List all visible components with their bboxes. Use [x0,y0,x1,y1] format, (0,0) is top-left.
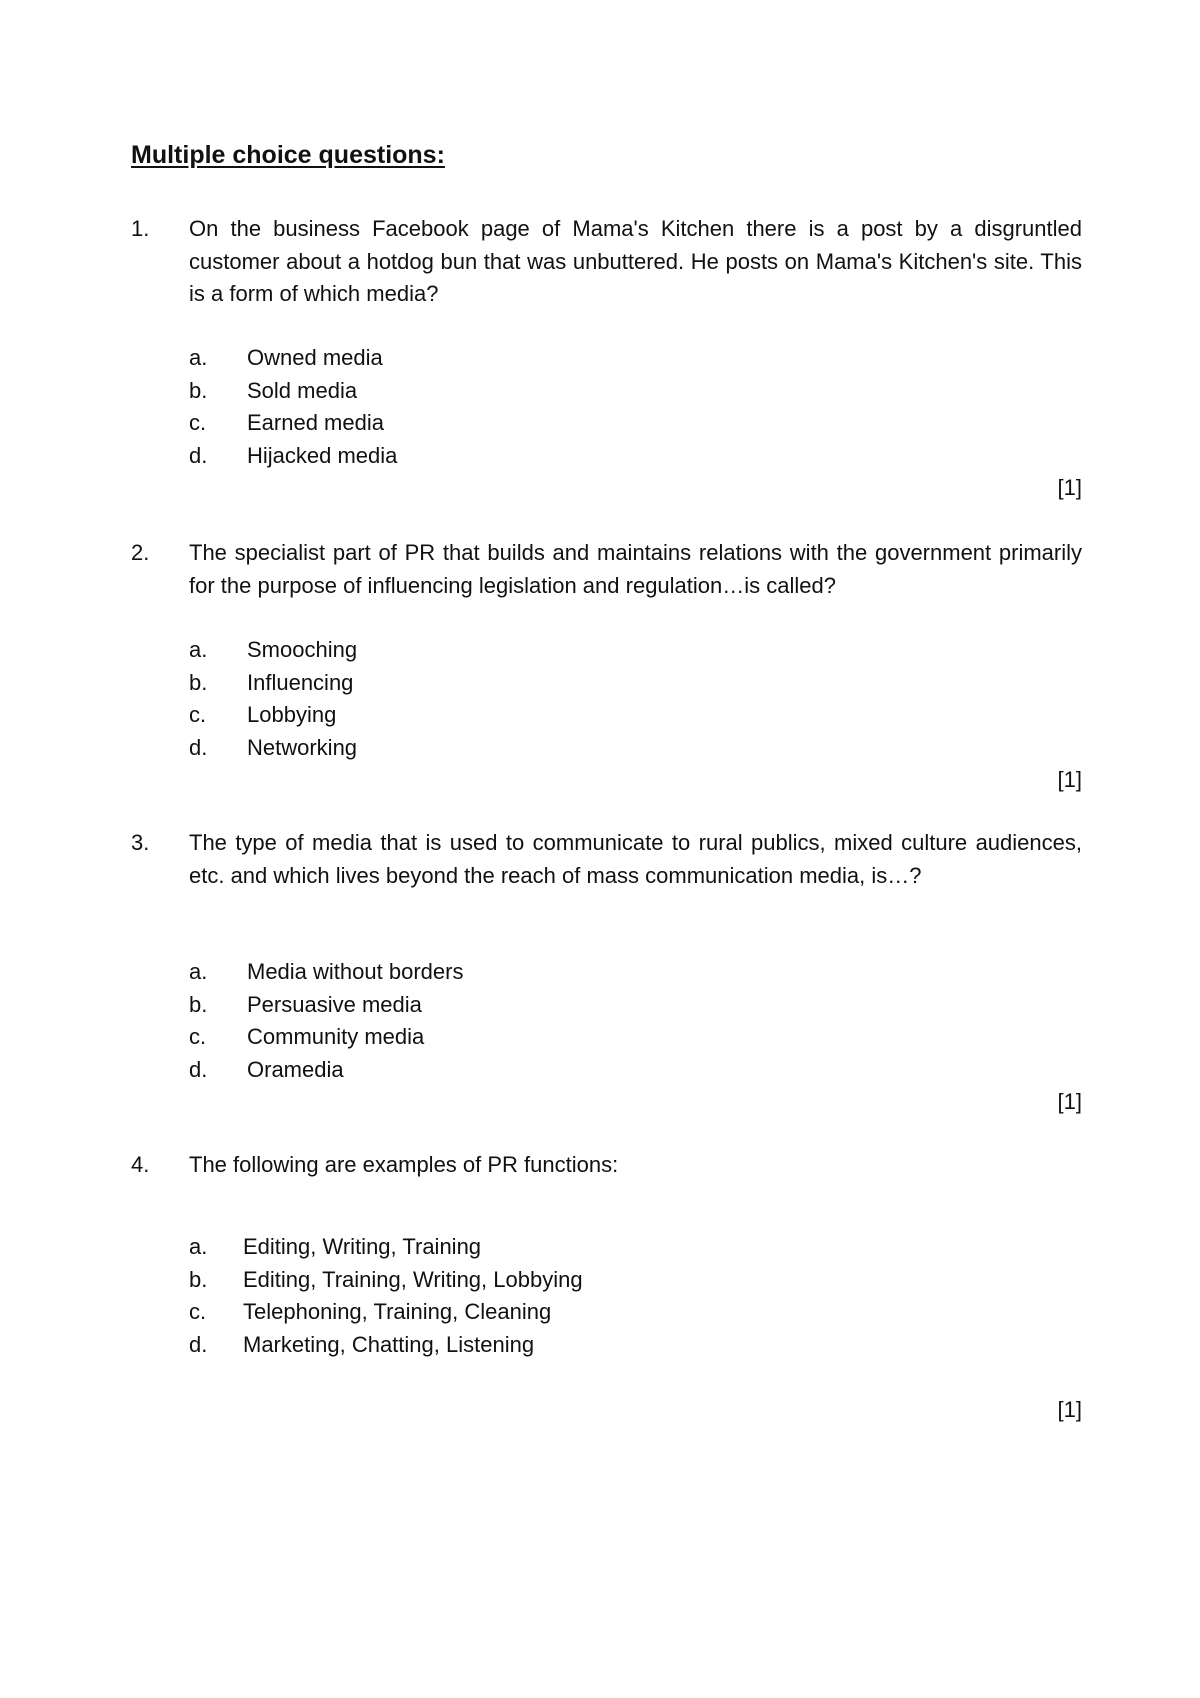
question-text: On the business Facebook page of Mama's Kitchen there is a post by a disgruntled customer about a hotdog bun that was unbuttered. He posts on Mama's Kitchen's site. This is a form of which media? [189,216,1082,306]
option-letter: a. [189,1234,208,1259]
option-text: Persuasive media [247,991,422,1017]
option-letter: d. [189,442,208,468]
option-letter: b. [189,669,208,695]
marks-label: [1] [1057,1089,1082,1114]
option-letter: d. [189,1056,208,1082]
question-number: 1. [131,216,150,241]
option-text: Editing, Writing, Training [243,1234,482,1259]
question-number: 2. [131,540,150,565]
page-title: Multiple choice questions: [131,141,445,169]
question-stem [131,1149,1082,1182]
question-1 [131,213,1082,500]
option-text: Influencing [247,669,354,695]
marks-label: [1] [1057,767,1082,792]
option-text: Oramedia [247,1056,344,1082]
option-letter: c. [189,410,207,435]
question-text: The following are examples of PR functions: [189,1152,619,1177]
question-text: The specialist part of PR that builds and maintains relations with the government primarily for the purpose of influencing legislation and regulation…is called? [189,540,1082,598]
option-text: Marketing, Chatting, Listening [243,1331,535,1357]
option-letter: a. [189,959,208,984]
marks-label: [1] [1057,475,1082,500]
option-text: Community media [247,1024,425,1049]
option-text: Media without borders [247,959,464,984]
question-3 [131,827,1082,1114]
question-stem [131,537,1082,602]
option-letter: d. [189,734,208,760]
question-number: 3. [131,830,150,855]
option-text: Sold media [247,377,358,403]
question-4 [131,1149,1082,1422]
option-letter: c. [189,1299,207,1324]
option-letter: c. [189,1024,207,1049]
question-2 [131,537,1082,792]
option-text: Hijacked media [247,442,398,468]
option-text: Owned media [247,345,383,370]
question-number: 4. [131,1152,150,1177]
question-stem [131,827,1082,892]
option-letter: a. [189,345,208,370]
option-letter: b. [189,1266,208,1292]
option-text: Telephoning, Training, Cleaning [243,1299,552,1324]
question-text: The type of media that is used to communicate to rural publics, mixed culture audiences, etc. and which lives beyond the reach of mass communication media, is…? [189,830,1082,888]
marks-label: [1] [1057,1397,1082,1422]
option-text: Earned media [247,410,384,435]
option-text: Smooching [247,637,358,662]
option-letter: d. [189,1331,208,1357]
option-letter: c. [189,702,207,727]
option-text: Editing, Training, Writing, Lobbying [243,1266,583,1292]
question-stem [131,213,1082,311]
option-letter: b. [189,377,208,403]
option-text: Lobbying [247,702,337,727]
option-letter: b. [189,991,208,1017]
option-text: Networking [247,734,358,760]
option-letter: a. [189,637,208,662]
